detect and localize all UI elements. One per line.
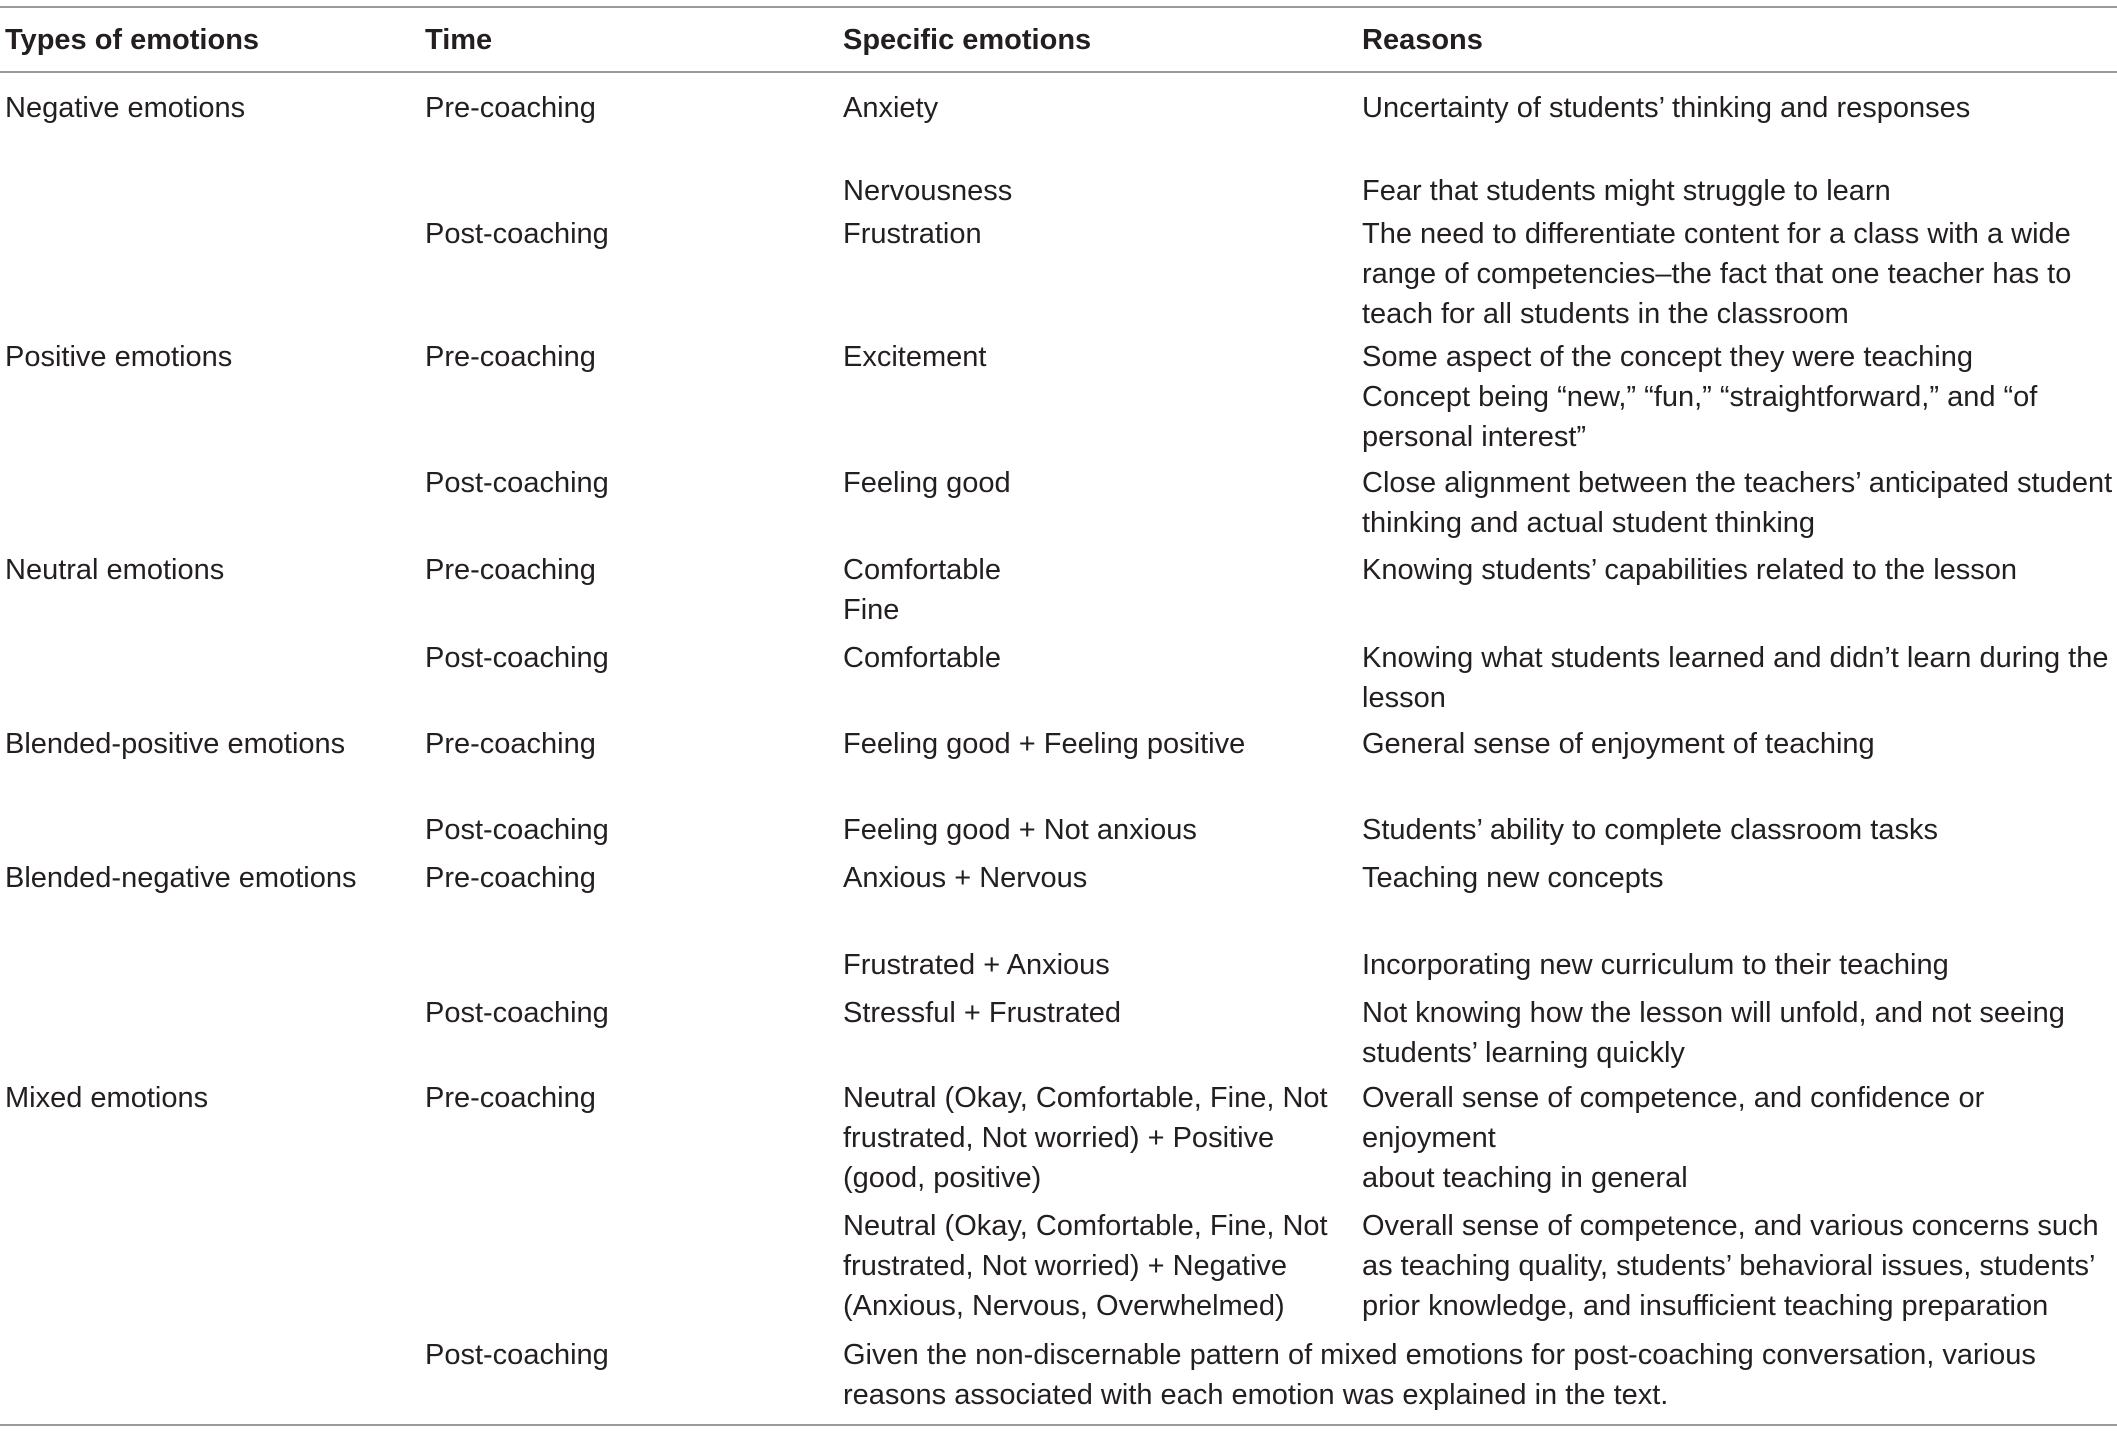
cell-specific-emotion: Comfortable xyxy=(843,642,1001,674)
cell-specific-emotion: Feeling good + Feeling positive xyxy=(843,728,1246,760)
cell-time: Pre-coaching xyxy=(425,862,596,894)
cell-time: Post-coaching xyxy=(425,218,609,250)
header-types-of-emotions: Types of emotions xyxy=(5,24,260,56)
cell-reason: Some aspect of the concept they were teaching Concept being “new,” “fun,” “straightforward,” and “of personal interest” xyxy=(1362,341,2038,453)
cell-time: Post-coaching xyxy=(425,467,609,499)
cell-time: Post-coaching xyxy=(425,1339,609,1371)
cell-reason: Close alignment between the teachers’ anticipated student thinking and actual student thinking xyxy=(1362,467,2113,539)
cell-specific-emotion: Anxious + Nervous xyxy=(843,862,1088,894)
cell-time: Post-coaching xyxy=(425,814,609,846)
cell-reason: Knowing students’ capabilities related to the lesson xyxy=(1362,554,2018,586)
cell-type: Neutral emotions xyxy=(5,554,225,586)
cell-type: Negative emotions xyxy=(5,92,246,124)
cell-reason: Overall sense of competence, and various concerns such as teaching quality, students’ behavioral issues, students’ prior knowledge, and insufficient teaching preparation xyxy=(1362,1210,2099,1322)
cell-specific-emotion: Stressful + Frustrated xyxy=(843,997,1122,1029)
cell-spanning-note: Given the non-discernable pattern of mixed emotions for post-coaching conversation, various reasons associated with each emotion was explained in the text. xyxy=(843,1339,2036,1411)
cell-specific-emotion: Neutral (Okay, Comfortable, Fine, Not frustrated, Not worried) + Positive (good, positive) xyxy=(843,1082,1328,1194)
cell-reason: General sense of enjoyment of teaching xyxy=(1362,728,1875,760)
cell-specific-emotion: Excitement xyxy=(843,341,987,373)
cell-specific-emotion: Feeling good xyxy=(843,467,1011,499)
cell-specific-emotion: Frustration xyxy=(843,218,982,250)
cell-reason: Not knowing how the lesson will unfold, and not seeing students’ learning quickly xyxy=(1362,997,2065,1069)
cell-reason: Incorporating new curriculum to their teaching xyxy=(1362,949,1949,981)
header-specific-emotions: Specific emotions xyxy=(843,24,1092,56)
cell-type: Blended-negative emotions xyxy=(5,862,357,894)
cell-specific-emotion: Frustrated + Anxious xyxy=(843,949,1110,981)
cell-type: Positive emotions xyxy=(5,341,233,373)
cell-specific-emotion: Comfortable Fine xyxy=(843,554,1001,626)
cell-specific-emotion: Feeling good + Not anxious xyxy=(843,814,1197,846)
cell-specific-emotion: Neutral (Okay, Comfortable, Fine, Not frustrated, Not worried) + Negative (Anxious, Nervous, Overwhelmed) xyxy=(843,1210,1328,1322)
cell-time: Post-coaching xyxy=(425,997,609,1029)
cell-reason: Teaching new concepts xyxy=(1362,862,1664,894)
cell-time: Pre-coaching xyxy=(425,728,596,760)
cell-type: Blended-positive emotions xyxy=(5,728,346,760)
cell-specific-emotion: Nervousness xyxy=(843,175,1013,207)
cell-reason: Knowing what students learned and didn’t learn during the lesson xyxy=(1362,642,2109,714)
table-top-rule xyxy=(0,6,2117,8)
cell-type: Mixed emotions xyxy=(5,1082,209,1114)
header-time: Time xyxy=(425,24,493,56)
cell-reason: Fear that students might struggle to learn xyxy=(1362,175,1891,207)
table-bottom-rule xyxy=(0,1424,2117,1426)
header-reasons: Reasons xyxy=(1362,24,1483,56)
cell-reason: Uncertainty of students’ thinking and responses xyxy=(1362,92,1971,124)
cell-reason: Overall sense of competence, and confidence or enjoyment about teaching in general xyxy=(1362,1082,1985,1194)
header-rule xyxy=(0,71,2117,73)
cell-time: Post-coaching xyxy=(425,642,609,674)
cell-time: Pre-coaching xyxy=(425,92,596,124)
cell-time: Pre-coaching xyxy=(425,554,596,586)
cell-specific-emotion: Anxiety xyxy=(843,92,939,124)
cell-reason: The need to differentiate content for a class with a wide range of competencies–the fact that one teacher has to teach for all students in the classroom xyxy=(1362,218,2072,330)
cell-time: Pre-coaching xyxy=(425,1082,596,1114)
cell-reason: Students’ ability to complete classroom tasks xyxy=(1362,814,1938,846)
cell-time: Pre-coaching xyxy=(425,341,596,373)
